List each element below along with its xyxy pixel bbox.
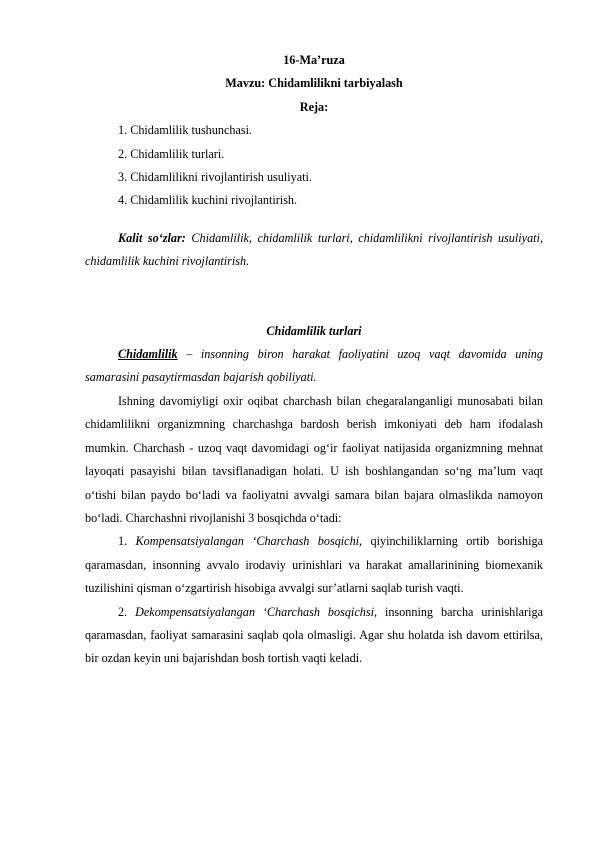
keywords-paragraph [85,227,543,274]
keywords-label: Kalit so‘zlar: [118,230,186,245]
plan-item-1: 1. Chidamlilik tushunchasi. [118,123,253,138]
plan-item-2: 2. Chidamlilik turlari. [118,146,225,161]
definition-paragraph [85,343,543,390]
keywords-text: Chidamlilik, chidamlilik turlari, chidamlilikni rivojlantirish usuliyati, chidamlilik kuchini rivojlantirish. [85,230,543,269]
stage-2-name: Dekompensatsiyalangan ‘Charchash bosqichsi [135,604,374,619]
section-title: Chidamlilik turlari [266,323,362,338]
plan-title: Reja: [299,99,329,114]
stage-2-number: 2. [118,604,136,619]
topic-title: Mavzu: Chidamlilikni tarbiyalash [225,76,403,91]
stage-2-text: , insonning barcha urinishlariga qaramasdan, faoliyat samarasini saqlab qola olmasligi. Agar shu holatda ish davom ettirilsa, bir ozdan keyin uni bajarishdan bosh tortish vaqti keladi. [85,604,543,666]
stage-2-paragraph [85,601,543,671]
body-paragraph-1: Ishning davomiyligi oxir oqibat charchash bilan chegaralanganligi munosabati bilan chidamlilikni organizmning charchashga bardosh berish imkoniyati deb ham ifodalash mumkin. Charchash - uzoq vaqt davomidagi og‘ir faoliyat natijasida organizmning mehnat layoqati pasayishi bilan tavsiflanadigan holati. U ish boshlangandan so‘ng ma’lum vaqt o‘tishi bilan paydo bo‘ladi va faoliyatni avvalgi samara bilan bajara olmaslikda namoyon bo‘ladi. Charchashni rivojlanishi 3 bosqichda o‘tadi: [85,393,543,525]
definition-term: Chidamlilik [118,347,178,362]
stage-1-paragraph [85,530,543,600]
stage-1-text: qiyinchiliklarning ortib borishiga qaramasdan, insonning avvalo irodaviy urinishlari va harakat amallarinining biomexanik tuzilishini qisman o‘zgartirish hisobiga avvalgi sur’atlarni saqlab turish vaqti. [85,534,543,596]
plan-list [85,119,543,213]
stage-1-number: 1. [118,534,136,549]
plan-item-4: 4. Chidamlilik kuchini rivojlantirish. [118,193,298,208]
lecture-number: 16-Ma’ruza [283,53,345,67]
plan-item-3: 3. Chidamlilikni rivojlantirish usuliyati. [118,170,312,185]
definition-text: – insonning biron harakat faoliyatini uzoq vaqt davomida uning samarasini pasaytirmasdan bajarish qobiliyati. [85,347,543,385]
stage-1-name: Kompensatsiyalangan ‘Charchash bosqichi, [135,534,363,549]
